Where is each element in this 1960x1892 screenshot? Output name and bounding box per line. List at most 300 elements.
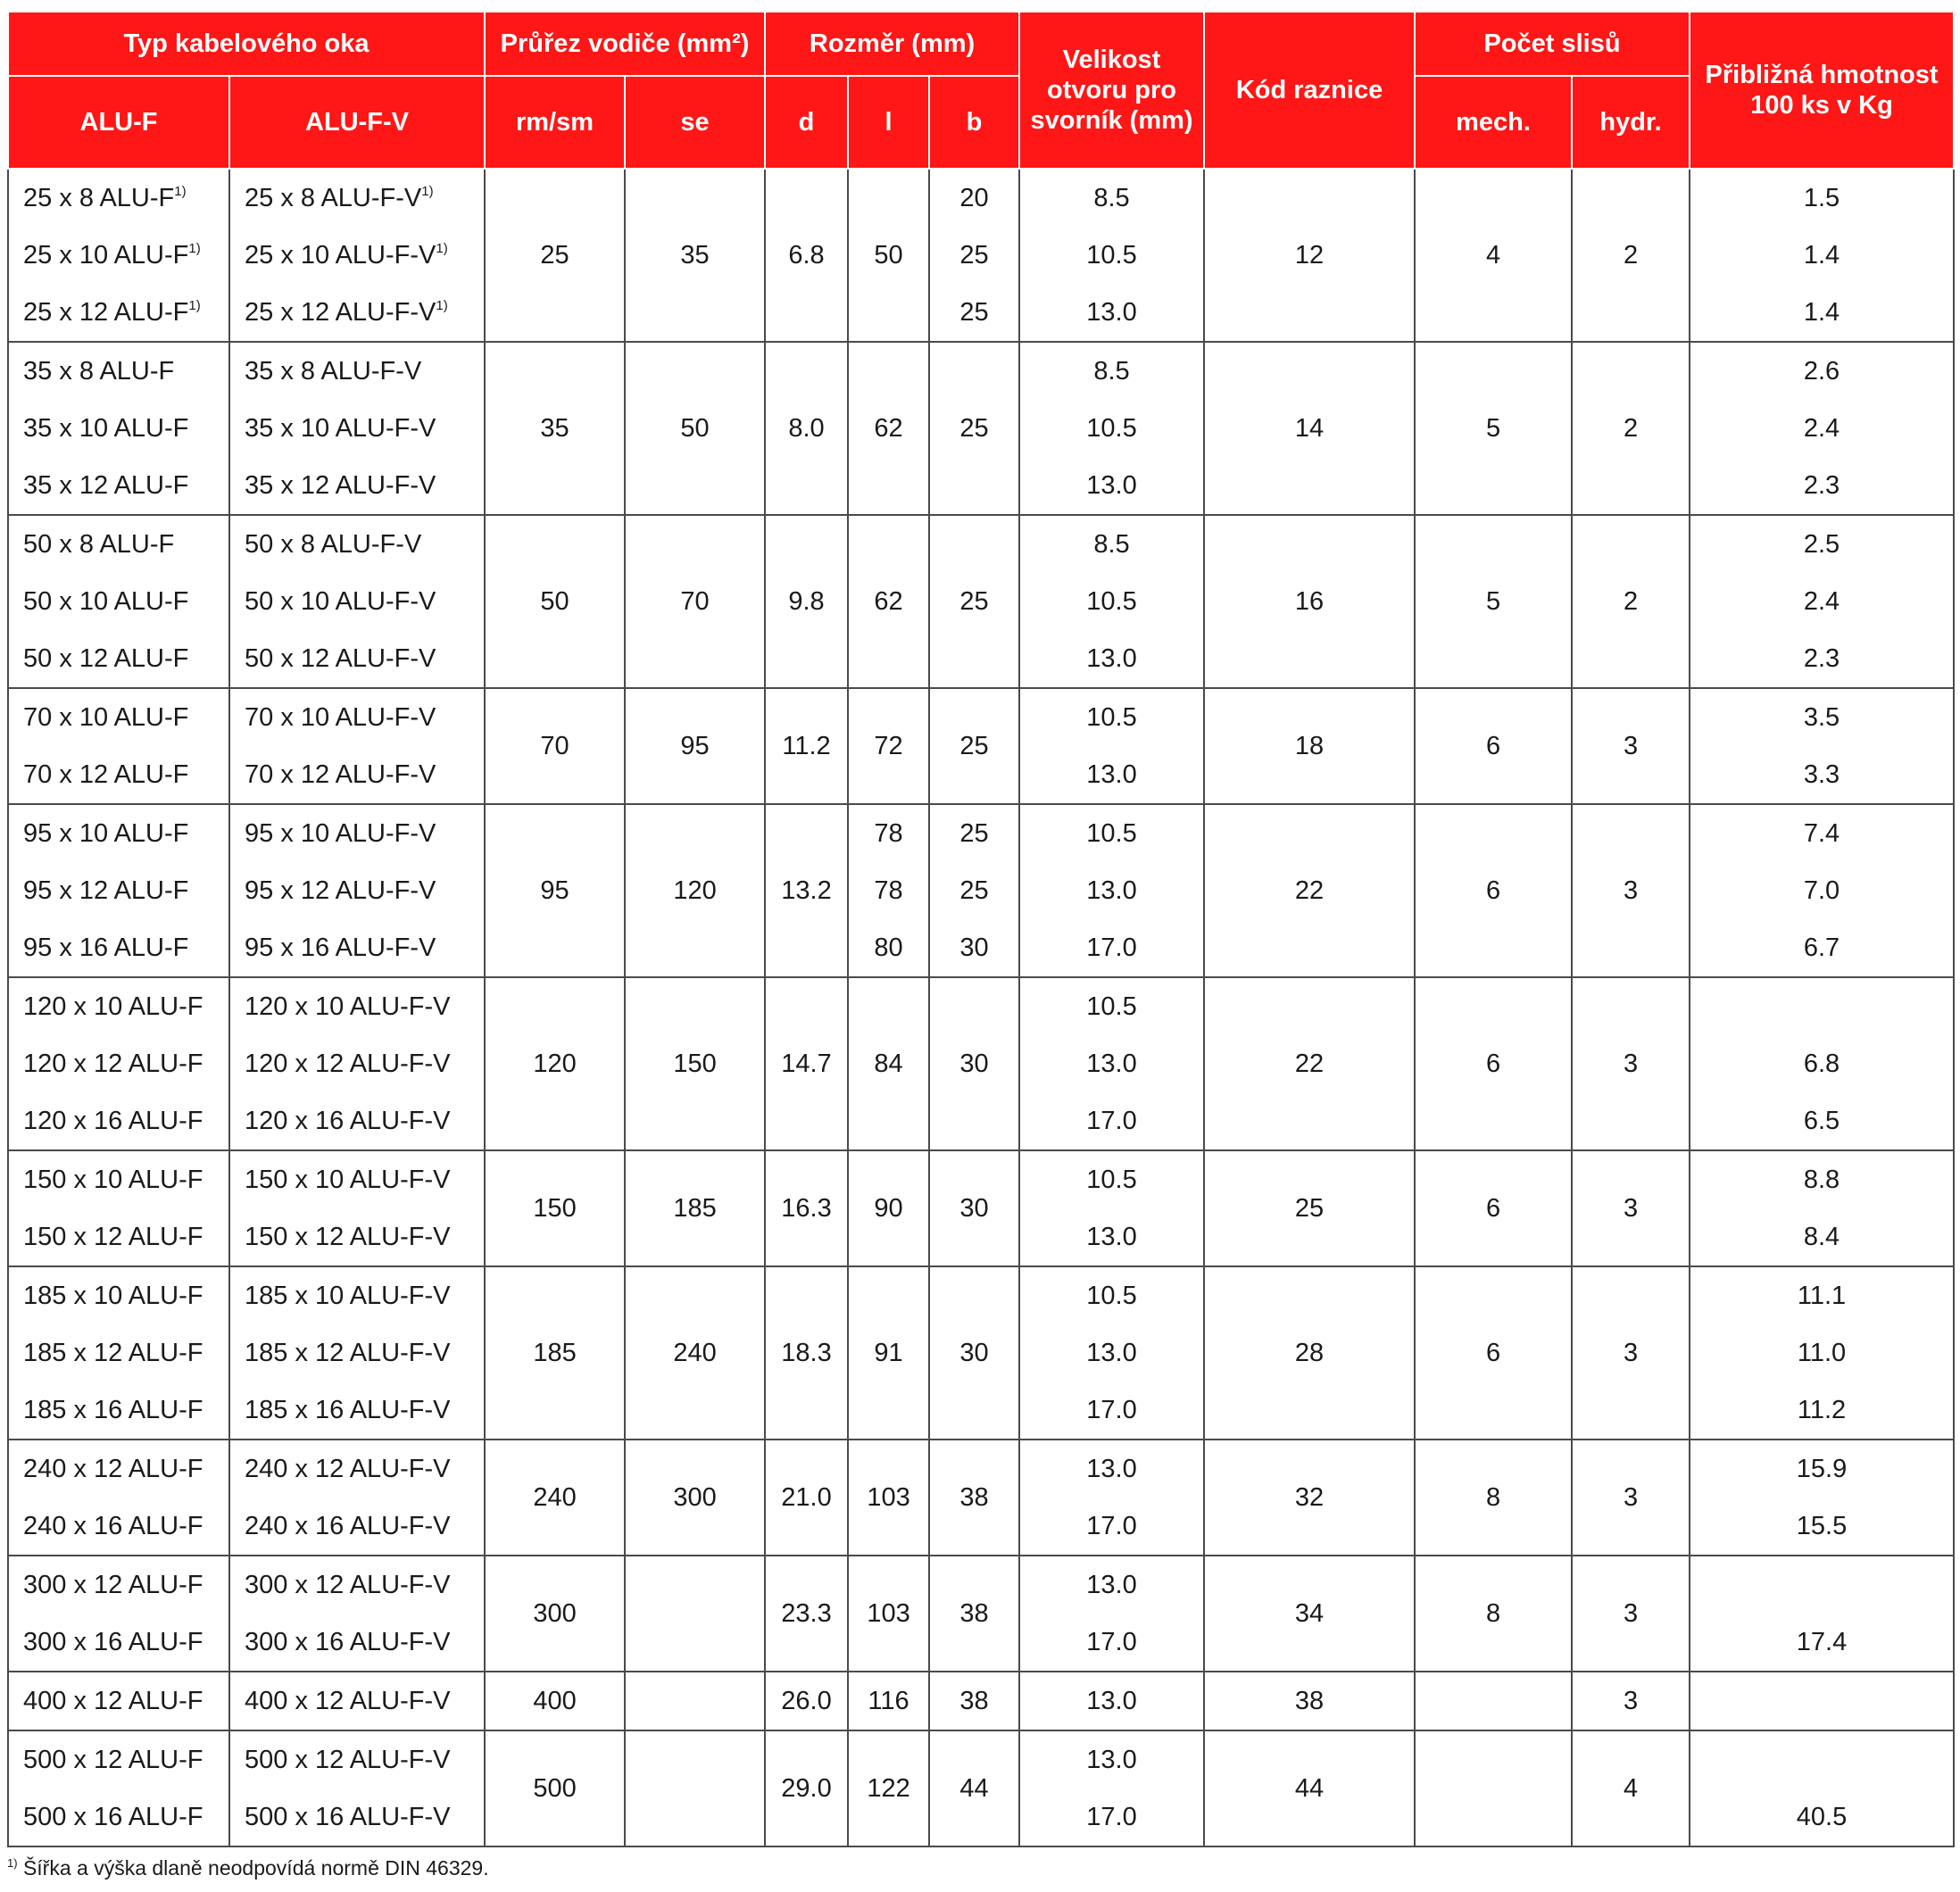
cell-bolt: 10.5 <box>1019 804 1204 862</box>
cell-weight: 7.0 <box>1690 862 1954 919</box>
type-alu-f-text: 70 x 10 ALU-F <box>23 702 189 732</box>
type-alu-f <box>8 515 229 573</box>
type-alu-f-text: 300 x 16 ALU-F <box>23 1627 203 1656</box>
cell-weight: 1.5 <box>1690 169 1954 227</box>
cell-bolt: 13.0 <box>1019 1556 1204 1614</box>
cell-hydr: 2 <box>1572 515 1690 688</box>
cell-weight: 7.4 <box>1690 804 1954 862</box>
type-alu-f-text: 240 x 16 ALU-F <box>23 1511 203 1540</box>
cell-bolt: 10.5 <box>1019 1150 1204 1208</box>
cell-bolt: 17.0 <box>1019 1788 1204 1846</box>
type-alu-f <box>8 1092 229 1150</box>
type-alu-f <box>8 284 229 342</box>
footnote-ref: 1) <box>174 183 187 199</box>
cell-weight: 40.5 <box>1690 1788 1954 1846</box>
cell-d: 29.0 <box>765 1730 848 1846</box>
cell-d: 16.3 <box>765 1150 848 1266</box>
cell-l: 78 <box>848 804 929 862</box>
type-alu-f-text: 150 x 12 ALU-F <box>23 1222 203 1251</box>
type-alu-f-v-text: 50 x 8 ALU-F-V <box>245 529 422 559</box>
cell-rm-sm: 35 <box>485 342 625 515</box>
cell-weight: 2.3 <box>1690 630 1954 688</box>
table-header <box>8 12 1954 169</box>
cell-kod: 22 <box>1204 977 1415 1150</box>
cell-se: 95 <box>625 688 765 804</box>
cell-weight: 8.4 <box>1690 1208 1954 1266</box>
footnote-ref: 1) <box>188 297 201 313</box>
cell-mech: 6 <box>1415 1150 1572 1266</box>
type-alu-f-v-text: 70 x 10 ALU-F-V <box>245 702 436 732</box>
cell-b: 30 <box>929 1266 1019 1440</box>
cell-mech: 8 <box>1415 1556 1572 1672</box>
type-alu-f-v-text: 185 x 16 ALU-F-V <box>245 1395 451 1424</box>
cell-mech: 5 <box>1415 515 1572 688</box>
cell-rm-sm: 120 <box>485 977 625 1150</box>
header-rozmer: Rozměr (mm) <box>765 12 1019 76</box>
type-alu-f-text: 50 x 12 ALU-F <box>23 643 189 673</box>
type-alu-f-text: 35 x 10 ALU-F <box>23 413 189 443</box>
cable-lug-spec-table <box>7 11 1955 1847</box>
cell-bolt: 13.0 <box>1019 746 1204 804</box>
cell-bolt: 13.0 <box>1019 862 1204 919</box>
cell-weight: 2.6 <box>1690 342 1954 400</box>
footnote-ref: 1) <box>436 297 448 313</box>
cell-b: 38 <box>929 1672 1019 1730</box>
cell-bolt: 13.0 <box>1019 1035 1204 1092</box>
cell-bolt: 17.0 <box>1019 919 1204 977</box>
cell-l: 91 <box>848 1266 929 1440</box>
type-alu-f <box>8 573 229 630</box>
footnote-ref: 1) <box>421 183 434 199</box>
type-alu-f <box>8 1440 229 1498</box>
cell-weight: 2.4 <box>1690 573 1954 630</box>
cell-kod: 18 <box>1204 688 1415 804</box>
type-alu-f-v <box>229 1440 485 1498</box>
cell-mech: 6 <box>1415 1266 1572 1440</box>
cell-rm-sm: 70 <box>485 688 625 804</box>
cell-d: 9.8 <box>765 515 848 688</box>
cell-rm-sm: 300 <box>485 1556 625 1672</box>
cell-kod: 16 <box>1204 515 1415 688</box>
table-row <box>8 1556 1954 1614</box>
type-alu-f-v-text: 400 x 12 ALU-F-V <box>245 1686 451 1715</box>
cell-mech: 5 <box>1415 342 1572 515</box>
type-alu-f-v-text: 240 x 12 ALU-F-V <box>245 1454 451 1483</box>
type-alu-f-text: 35 x 8 ALU-F <box>23 356 175 386</box>
cell-bolt: 17.0 <box>1019 1092 1204 1150</box>
type-alu-f <box>8 1498 229 1556</box>
cell-l: 80 <box>848 919 929 977</box>
type-alu-f-text: 240 x 12 ALU-F <box>23 1454 203 1483</box>
cell-l: 103 <box>848 1556 929 1672</box>
cell-bolt: 17.0 <box>1019 1382 1204 1440</box>
cell-l: 103 <box>848 1440 929 1556</box>
cell-hydr: 4 <box>1572 1730 1690 1846</box>
cell-d: 11.2 <box>765 688 848 804</box>
cell-bolt: 13.0 <box>1019 630 1204 688</box>
type-alu-f-text: 150 x 10 ALU-F <box>23 1165 203 1194</box>
type-alu-f <box>8 400 229 457</box>
type-alu-f-v-text: 25 x 12 ALU-F-V <box>245 297 436 327</box>
type-alu-f-v-text: 150 x 12 ALU-F-V <box>245 1222 451 1251</box>
type-alu-f-v <box>229 1614 485 1672</box>
cell-hydr: 3 <box>1572 1150 1690 1266</box>
cell-kod: 38 <box>1204 1672 1415 1730</box>
cell-l: 116 <box>848 1672 929 1730</box>
header-mech: mech. <box>1415 76 1572 169</box>
type-alu-f-text: 500 x 12 ALU-F <box>23 1745 203 1774</box>
cell-weight: 15.5 <box>1690 1498 1954 1556</box>
type-alu-f <box>8 1556 229 1614</box>
cell-bolt: 8.5 <box>1019 169 1204 227</box>
type-alu-f <box>8 1788 229 1846</box>
footnote <box>7 1856 489 1880</box>
cell-bolt: 17.0 <box>1019 1614 1204 1672</box>
type-alu-f-v-text: 150 x 10 ALU-F-V <box>245 1165 451 1194</box>
cell-se <box>625 1556 765 1672</box>
cell-weight <box>1690 1556 1954 1614</box>
cell-b: 30 <box>929 977 1019 1150</box>
cell-mech: 6 <box>1415 977 1572 1150</box>
type-alu-f-text: 25 x 12 ALU-F <box>23 297 189 327</box>
cell-b: 44 <box>929 1730 1019 1846</box>
table-row <box>8 1672 1954 1730</box>
cell-weight <box>1690 1730 1954 1788</box>
type-alu-f-v <box>229 1730 485 1788</box>
cell-weight: 6.7 <box>1690 919 1954 977</box>
cell-weight: 17.4 <box>1690 1614 1954 1672</box>
type-alu-f-v <box>229 1035 485 1092</box>
cell-weight: 3.3 <box>1690 746 1954 804</box>
table-row <box>8 804 1954 862</box>
type-alu-f-v <box>229 688 485 746</box>
cell-l: 84 <box>848 977 929 1150</box>
header-alu-f-v: ALU-F-V <box>229 76 485 169</box>
cell-hydr: 3 <box>1572 977 1690 1150</box>
table-body <box>8 169 1954 1846</box>
type-alu-f-text: 185 x 16 ALU-F <box>23 1395 203 1424</box>
footnote-text: Šířka a výška dlaně neodpovídá normě DIN 46329. <box>22 1856 489 1880</box>
type-alu-f-v <box>229 862 485 919</box>
type-alu-f-v-text: 50 x 10 ALU-F-V <box>245 586 436 616</box>
cell-weight: 3.5 <box>1690 688 1954 746</box>
cell-kod: 22 <box>1204 804 1415 977</box>
cell-bolt: 8.5 <box>1019 515 1204 573</box>
cell-kod: 34 <box>1204 1556 1415 1672</box>
cell-mech: 6 <box>1415 804 1572 977</box>
type-alu-f-text: 25 x 10 ALU-F <box>23 240 189 270</box>
header-alu-f: ALU-F <box>8 76 229 169</box>
type-alu-f <box>8 1266 229 1324</box>
type-alu-f-v <box>229 169 485 227</box>
cell-b: 25 <box>929 804 1019 862</box>
cell-bolt: 13.0 <box>1019 457 1204 515</box>
cell-weight: 2.4 <box>1690 400 1954 457</box>
type-alu-f-text: 185 x 10 ALU-F <box>23 1281 203 1310</box>
cell-rm-sm: 150 <box>485 1150 625 1266</box>
cell-se <box>625 1672 765 1730</box>
type-alu-f-v-text: 25 x 10 ALU-F-V <box>245 240 436 270</box>
cell-kod: 32 <box>1204 1440 1415 1556</box>
type-alu-f-v-text: 120 x 12 ALU-F-V <box>245 1049 451 1078</box>
cell-hydr: 2 <box>1572 342 1690 515</box>
cell-bolt: 10.5 <box>1019 977 1204 1035</box>
header-hmotnost: Přibližná hmotnost 100 ks v Kg <box>1690 12 1954 169</box>
type-alu-f <box>8 630 229 688</box>
type-alu-f-v-text: 95 x 12 ALU-F-V <box>245 875 436 905</box>
type-alu-f <box>8 746 229 804</box>
cell-weight <box>1690 977 1954 1035</box>
cell-bolt: 13.0 <box>1019 1208 1204 1266</box>
cell-weight: 1.4 <box>1690 227 1954 284</box>
cell-kod: 28 <box>1204 1266 1415 1440</box>
type-alu-f-v-text: 95 x 10 ALU-F-V <box>245 818 436 848</box>
cell-weight: 6.8 <box>1690 1035 1954 1092</box>
cell-weight: 11.1 <box>1690 1266 1954 1324</box>
type-alu-f-v <box>229 919 485 977</box>
cell-hydr: 3 <box>1572 804 1690 977</box>
cell-b: 25 <box>929 227 1019 284</box>
cell-hydr: 3 <box>1572 688 1690 804</box>
cell-b: 25 <box>929 862 1019 919</box>
cell-weight <box>1690 1672 1954 1730</box>
cell-hydr: 2 <box>1572 169 1690 342</box>
type-alu-f <box>8 862 229 919</box>
cell-b: 25 <box>929 342 1019 515</box>
footnote-ref: 1) <box>436 240 448 256</box>
cell-l: 78 <box>848 862 929 919</box>
type-alu-f-v <box>229 1382 485 1440</box>
cell-bolt: 13.0 <box>1019 1672 1204 1730</box>
type-alu-f-v <box>229 284 485 342</box>
type-alu-f-v <box>229 573 485 630</box>
header-prurez: Průřez vodiče (mm²) <box>485 12 765 76</box>
header-kod: Kód raznice <box>1204 12 1415 169</box>
cell-bolt: 13.0 <box>1019 1730 1204 1788</box>
type-alu-f-text: 50 x 10 ALU-F <box>23 586 189 616</box>
cell-se: 120 <box>625 804 765 977</box>
cell-l: 72 <box>848 688 929 804</box>
cell-weight: 11.2 <box>1690 1382 1954 1440</box>
cell-rm-sm: 50 <box>485 515 625 688</box>
table-row <box>8 977 1954 1035</box>
header-l: l <box>848 76 929 169</box>
type-alu-f <box>8 1324 229 1382</box>
cell-l: 62 <box>848 515 929 688</box>
type-alu-f <box>8 227 229 284</box>
type-alu-f-text: 300 x 12 ALU-F <box>23 1570 203 1599</box>
type-alu-f-text: 120 x 10 ALU-F <box>23 992 203 1021</box>
cell-d: 14.7 <box>765 977 848 1150</box>
cell-rm-sm: 240 <box>485 1440 625 1556</box>
cell-d: 6.8 <box>765 169 848 342</box>
cell-b: 30 <box>929 919 1019 977</box>
cell-bolt: 13.0 <box>1019 1440 1204 1498</box>
type-alu-f <box>8 1150 229 1208</box>
type-alu-f <box>8 919 229 977</box>
footnote-marker: 1) <box>7 1856 18 1870</box>
header-typ: Typ kabelového oka <box>8 12 485 76</box>
cell-weight: 1.4 <box>1690 284 1954 342</box>
cell-b: 20 <box>929 169 1019 227</box>
type-alu-f-v <box>229 977 485 1035</box>
type-alu-f <box>8 1672 229 1730</box>
type-alu-f-v-text: 185 x 12 ALU-F-V <box>245 1338 451 1367</box>
type-alu-f-text: 95 x 10 ALU-F <box>23 818 189 848</box>
cell-b: 38 <box>929 1440 1019 1556</box>
type-alu-f-text: 50 x 8 ALU-F <box>23 529 175 559</box>
cell-l: 62 <box>848 342 929 515</box>
type-alu-f-v <box>229 1092 485 1150</box>
type-alu-f-v-text: 35 x 8 ALU-F-V <box>245 356 422 386</box>
header-se: se <box>625 76 765 169</box>
cell-mech: 6 <box>1415 688 1572 804</box>
cell-weight: 6.5 <box>1690 1092 1954 1150</box>
table-row <box>8 1440 1954 1498</box>
type-alu-f-v <box>229 1208 485 1266</box>
spec-table-wrapper <box>7 11 1953 1847</box>
cell-rm-sm: 95 <box>485 804 625 977</box>
cell-kod: 44 <box>1204 1730 1415 1846</box>
cell-b: 30 <box>929 1150 1019 1266</box>
cell-b: 25 <box>929 515 1019 688</box>
table-row <box>8 342 1954 400</box>
cell-weight: 15.9 <box>1690 1440 1954 1498</box>
type-alu-f-text: 70 x 12 ALU-F <box>23 759 189 789</box>
type-alu-f-text: 400 x 12 ALU-F <box>23 1686 203 1715</box>
type-alu-f-v <box>229 227 485 284</box>
type-alu-f-text: 120 x 16 ALU-F <box>23 1106 203 1135</box>
cell-bolt: 10.5 <box>1019 688 1204 746</box>
cell-l: 90 <box>848 1150 929 1266</box>
cell-bolt: 8.5 <box>1019 342 1204 400</box>
type-alu-f-v <box>229 1324 485 1382</box>
cell-se <box>625 1730 765 1846</box>
header-pocet: Počet slisů <box>1415 12 1690 76</box>
cell-rm-sm: 185 <box>485 1266 625 1440</box>
type-alu-f-v <box>229 400 485 457</box>
cell-se: 50 <box>625 342 765 515</box>
cell-d: 8.0 <box>765 342 848 515</box>
type-alu-f <box>8 977 229 1035</box>
type-alu-f-text: 35 x 12 ALU-F <box>23 470 189 500</box>
type-alu-f <box>8 342 229 400</box>
footnote-ref: 1) <box>188 240 201 256</box>
type-alu-f-v-text: 240 x 16 ALU-F-V <box>245 1511 451 1540</box>
type-alu-f-v-text: 35 x 10 ALU-F-V <box>245 413 436 443</box>
type-alu-f <box>8 1208 229 1266</box>
cell-bolt: 10.5 <box>1019 227 1204 284</box>
type-alu-f-v <box>229 457 485 515</box>
cell-bolt: 10.5 <box>1019 400 1204 457</box>
type-alu-f-v <box>229 746 485 804</box>
type-alu-f <box>8 1382 229 1440</box>
cell-d: 13.2 <box>765 804 848 977</box>
table-row <box>8 1150 1954 1208</box>
table-row <box>8 688 1954 746</box>
cell-bolt: 13.0 <box>1019 1324 1204 1382</box>
type-alu-f-text: 95 x 12 ALU-F <box>23 875 189 905</box>
type-alu-f-v <box>229 342 485 400</box>
header-b: b <box>929 76 1019 169</box>
cell-bolt: 10.5 <box>1019 1266 1204 1324</box>
cell-kod: 12 <box>1204 169 1415 342</box>
cell-kod: 25 <box>1204 1150 1415 1266</box>
cell-rm-sm: 25 <box>485 169 625 342</box>
type-alu-f <box>8 169 229 227</box>
cell-weight: 2.3 <box>1690 457 1954 515</box>
cell-mech <box>1415 1730 1572 1846</box>
type-alu-f-v-text: 35 x 12 ALU-F-V <box>245 470 436 500</box>
cell-se: 150 <box>625 977 765 1150</box>
type-alu-f-v-text: 300 x 12 ALU-F-V <box>245 1570 451 1599</box>
cell-mech <box>1415 1672 1572 1730</box>
type-alu-f-v <box>229 1556 485 1614</box>
type-alu-f-text: 185 x 12 ALU-F <box>23 1338 203 1367</box>
cell-b: 38 <box>929 1556 1019 1672</box>
type-alu-f-v-text: 95 x 16 ALU-F-V <box>245 933 436 962</box>
type-alu-f-v <box>229 630 485 688</box>
header-rm-sm: rm/sm <box>485 76 625 169</box>
type-alu-f-text: 500 x 16 ALU-F <box>23 1802 203 1831</box>
type-alu-f-v-text: 300 x 16 ALU-F-V <box>245 1627 451 1656</box>
cell-bolt: 13.0 <box>1019 284 1204 342</box>
cell-se: 300 <box>625 1440 765 1556</box>
header-velikost: Velikost otvoru pro svorník (mm) <box>1019 12 1204 169</box>
cell-kod: 14 <box>1204 342 1415 515</box>
cell-weight: 11.0 <box>1690 1324 1954 1382</box>
cell-hydr: 3 <box>1572 1672 1690 1730</box>
type-alu-f-v-text: 500 x 16 ALU-F-V <box>245 1802 451 1831</box>
cell-hydr: 3 <box>1572 1266 1690 1440</box>
type-alu-f-v <box>229 1266 485 1324</box>
type-alu-f-v <box>229 1672 485 1730</box>
cell-bolt: 10.5 <box>1019 573 1204 630</box>
type-alu-f-v <box>229 1498 485 1556</box>
cell-d: 21.0 <box>765 1440 848 1556</box>
cell-mech: 8 <box>1415 1440 1572 1556</box>
cell-l: 50 <box>848 169 929 342</box>
type-alu-f-v <box>229 515 485 573</box>
cell-se: 70 <box>625 515 765 688</box>
header-d: d <box>765 76 848 169</box>
type-alu-f <box>8 804 229 862</box>
type-alu-f-text: 25 x 8 ALU-F <box>23 183 175 212</box>
type-alu-f-text: 95 x 16 ALU-F <box>23 933 189 962</box>
cell-hydr: 3 <box>1572 1556 1690 1672</box>
cell-b: 25 <box>929 284 1019 342</box>
table-row <box>8 1266 1954 1324</box>
cell-se: 35 <box>625 169 765 342</box>
cell-d: 26.0 <box>765 1672 848 1730</box>
type-alu-f-v-text: 120 x 16 ALU-F-V <box>245 1106 451 1135</box>
type-alu-f-v-text: 25 x 8 ALU-F-V <box>245 183 422 212</box>
cell-d: 18.3 <box>765 1266 848 1440</box>
type-alu-f-v <box>229 1788 485 1846</box>
cell-l: 122 <box>848 1730 929 1846</box>
type-alu-f <box>8 1730 229 1788</box>
cell-hydr: 3 <box>1572 1440 1690 1556</box>
type-alu-f <box>8 1035 229 1092</box>
type-alu-f <box>8 457 229 515</box>
type-alu-f <box>8 1614 229 1672</box>
table-row <box>8 515 1954 573</box>
table-row <box>8 169 1954 227</box>
header-hydr: hydr. <box>1572 76 1690 169</box>
cell-bolt: 17.0 <box>1019 1498 1204 1556</box>
type-alu-f-text: 120 x 12 ALU-F <box>23 1049 203 1078</box>
type-alu-f-v <box>229 1150 485 1208</box>
